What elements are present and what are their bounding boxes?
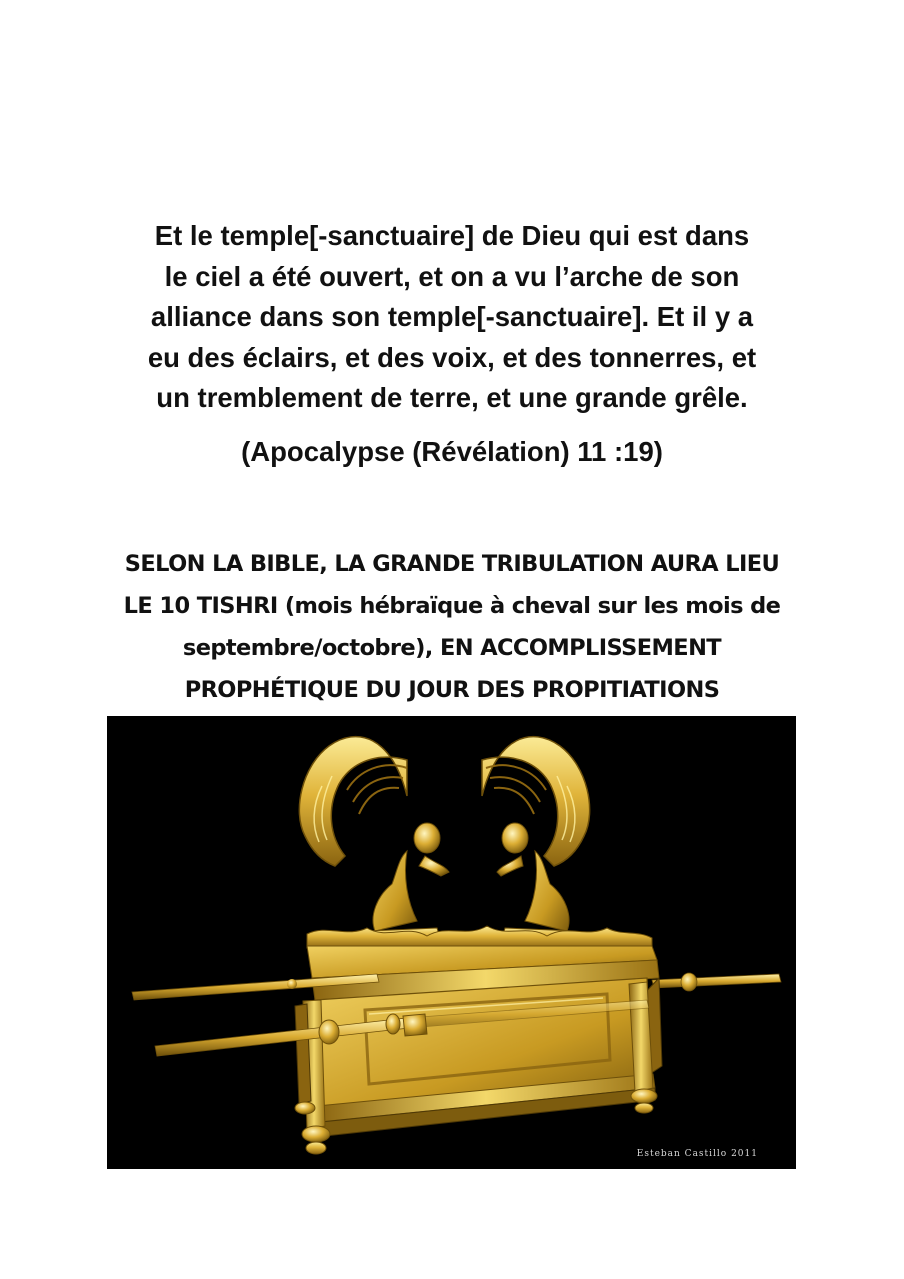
headline-line: LE 10 TISHRI (mois hébraïque à cheval sur les mois de <box>123 593 781 619</box>
verse-line: Et le temple[-sanctuaire] de Dieu qui est dans <box>154 220 750 251</box>
artist-credit: Esteban Castillo 2011 <box>636 1149 758 1159</box>
verse-line: alliance dans son temple[-sanctuaire]. Et il y a <box>150 301 754 332</box>
left-cherub <box>365 823 449 944</box>
headline <box>60 543 844 711</box>
headline-line: PROPHÉTIQUE DU JOUR DES PROPITIATIONS <box>184 677 720 703</box>
ark-illustration <box>107 716 796 1169</box>
headline-line: septembre/octobre), EN ACCOMPLISSEMENT <box>182 635 722 661</box>
verse-line: un tremblement de terre, et une grande grêle. <box>156 382 748 413</box>
verse-reference: (Apocalypse (Révélation) 11 :19) <box>241 436 663 467</box>
verse-text <box>100 216 804 419</box>
verse-line: eu des éclairs, et des voix, et des tonnerres, et <box>147 341 757 373</box>
headline-line: SELON LA BIBLE, LA GRANDE TRIBULATION AURA LIEU <box>124 551 780 577</box>
ark-of-covenant-image <box>107 716 796 1169</box>
verse-line: le ciel a été ouvert, et on a vu l’arche de son <box>164 260 740 292</box>
crown-rim <box>307 926 652 948</box>
